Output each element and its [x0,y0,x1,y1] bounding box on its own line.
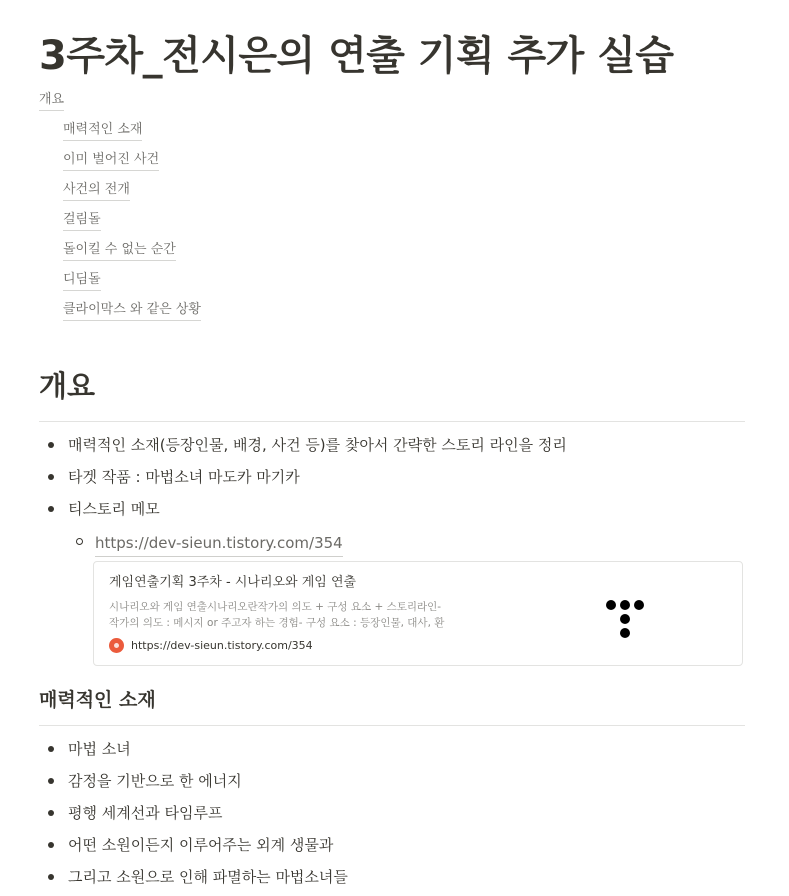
bookmark-description-line: 시나리오와 게임 연출시나리오란작가의 의도 + 구성 요소 + 스토리라인- [109,601,442,613]
list-item-text: 평행 세계선과 타임루프 [68,804,223,822]
bookmark-description [109,599,499,631]
bullet-icon [48,778,54,784]
list-item-text: 매력적인 소재(등장인물, 배경, 사건 등)를 찾아서 간략한 스토리 라인을 정리 [68,436,567,454]
bullet-icon [48,506,54,512]
bullet-icon [48,810,54,816]
tistory-logo-icon [599,595,649,640]
bullet-icon [48,474,54,480]
list-item [39,800,745,826]
toc-item-stepping-stone[interactable]: 디딤돌 [63,270,101,291]
toc-item-attractive-material[interactable]: 매력적인 소재 [63,120,142,141]
list-item [39,432,745,458]
list-item-text: 그리고 소원으로 인해 파멸하는 마법소녀들 [68,868,348,886]
bullet-icon [48,746,54,752]
bullet-icon [48,874,54,880]
toc-item-point-of-no-return[interactable]: 돌이킬 수 없는 순간 [63,240,176,261]
bookmark-url-row [109,638,509,654]
bullet-icon [48,442,54,448]
bookmark-card[interactable] [93,561,743,666]
toc-item-development[interactable]: 사건의 전개 [63,180,130,201]
toc-item-obstacle[interactable]: 걸림돌 [63,210,101,231]
toc-item-overview[interactable]: 개요 [39,90,64,111]
list-item [39,832,745,858]
divider [39,421,745,422]
bookmark-description-line: 작가의 의도 : 메시지 or 주고자 하는 경험- 구성 요소 : 등장인물, 대사, 환 [109,617,445,629]
toc-item-already-happened[interactable]: 이미 벌어진 사건 [63,150,159,171]
list-item [39,864,745,890]
bookmark-title: 게임연출기획 3주차 - 시나리오와 게임 연출 [109,575,357,590]
list-item [39,530,745,556]
list-item-text: 티스토리 메모 [68,500,160,518]
list-item-text: 감정을 기반으로 한 에너지 [68,772,242,790]
toc-item-climax[interactable]: 클라이막스 와 같은 상황 [63,300,201,321]
page-title: 3주차_전시은의 연출 기획 추가 실습 [39,33,674,79]
list-item-text: 마법 소녀 [68,740,131,758]
list-item-text: 타겟 작품 : 마법소녀 마도카 마기카 [68,468,300,486]
list-item [39,464,745,490]
tistory-favicon-icon [109,638,124,653]
bullet-icon [48,842,54,848]
bullet-circle-icon [76,538,83,545]
list-item [39,768,745,794]
heading-overview: 개요 [39,369,96,403]
divider [39,725,745,726]
list-item [39,496,745,522]
bookmark-url: https://dev-sieun.tistory.com/354 [131,639,313,652]
heading-attractive-material: 매력적인 소재 [39,689,156,711]
tistory-link[interactable]: https://dev-sieun.tistory.com/354 [95,530,343,557]
list-item-text: 어떤 소원이든지 이루어주는 외계 생물과 [68,836,334,854]
list-item [39,736,745,762]
